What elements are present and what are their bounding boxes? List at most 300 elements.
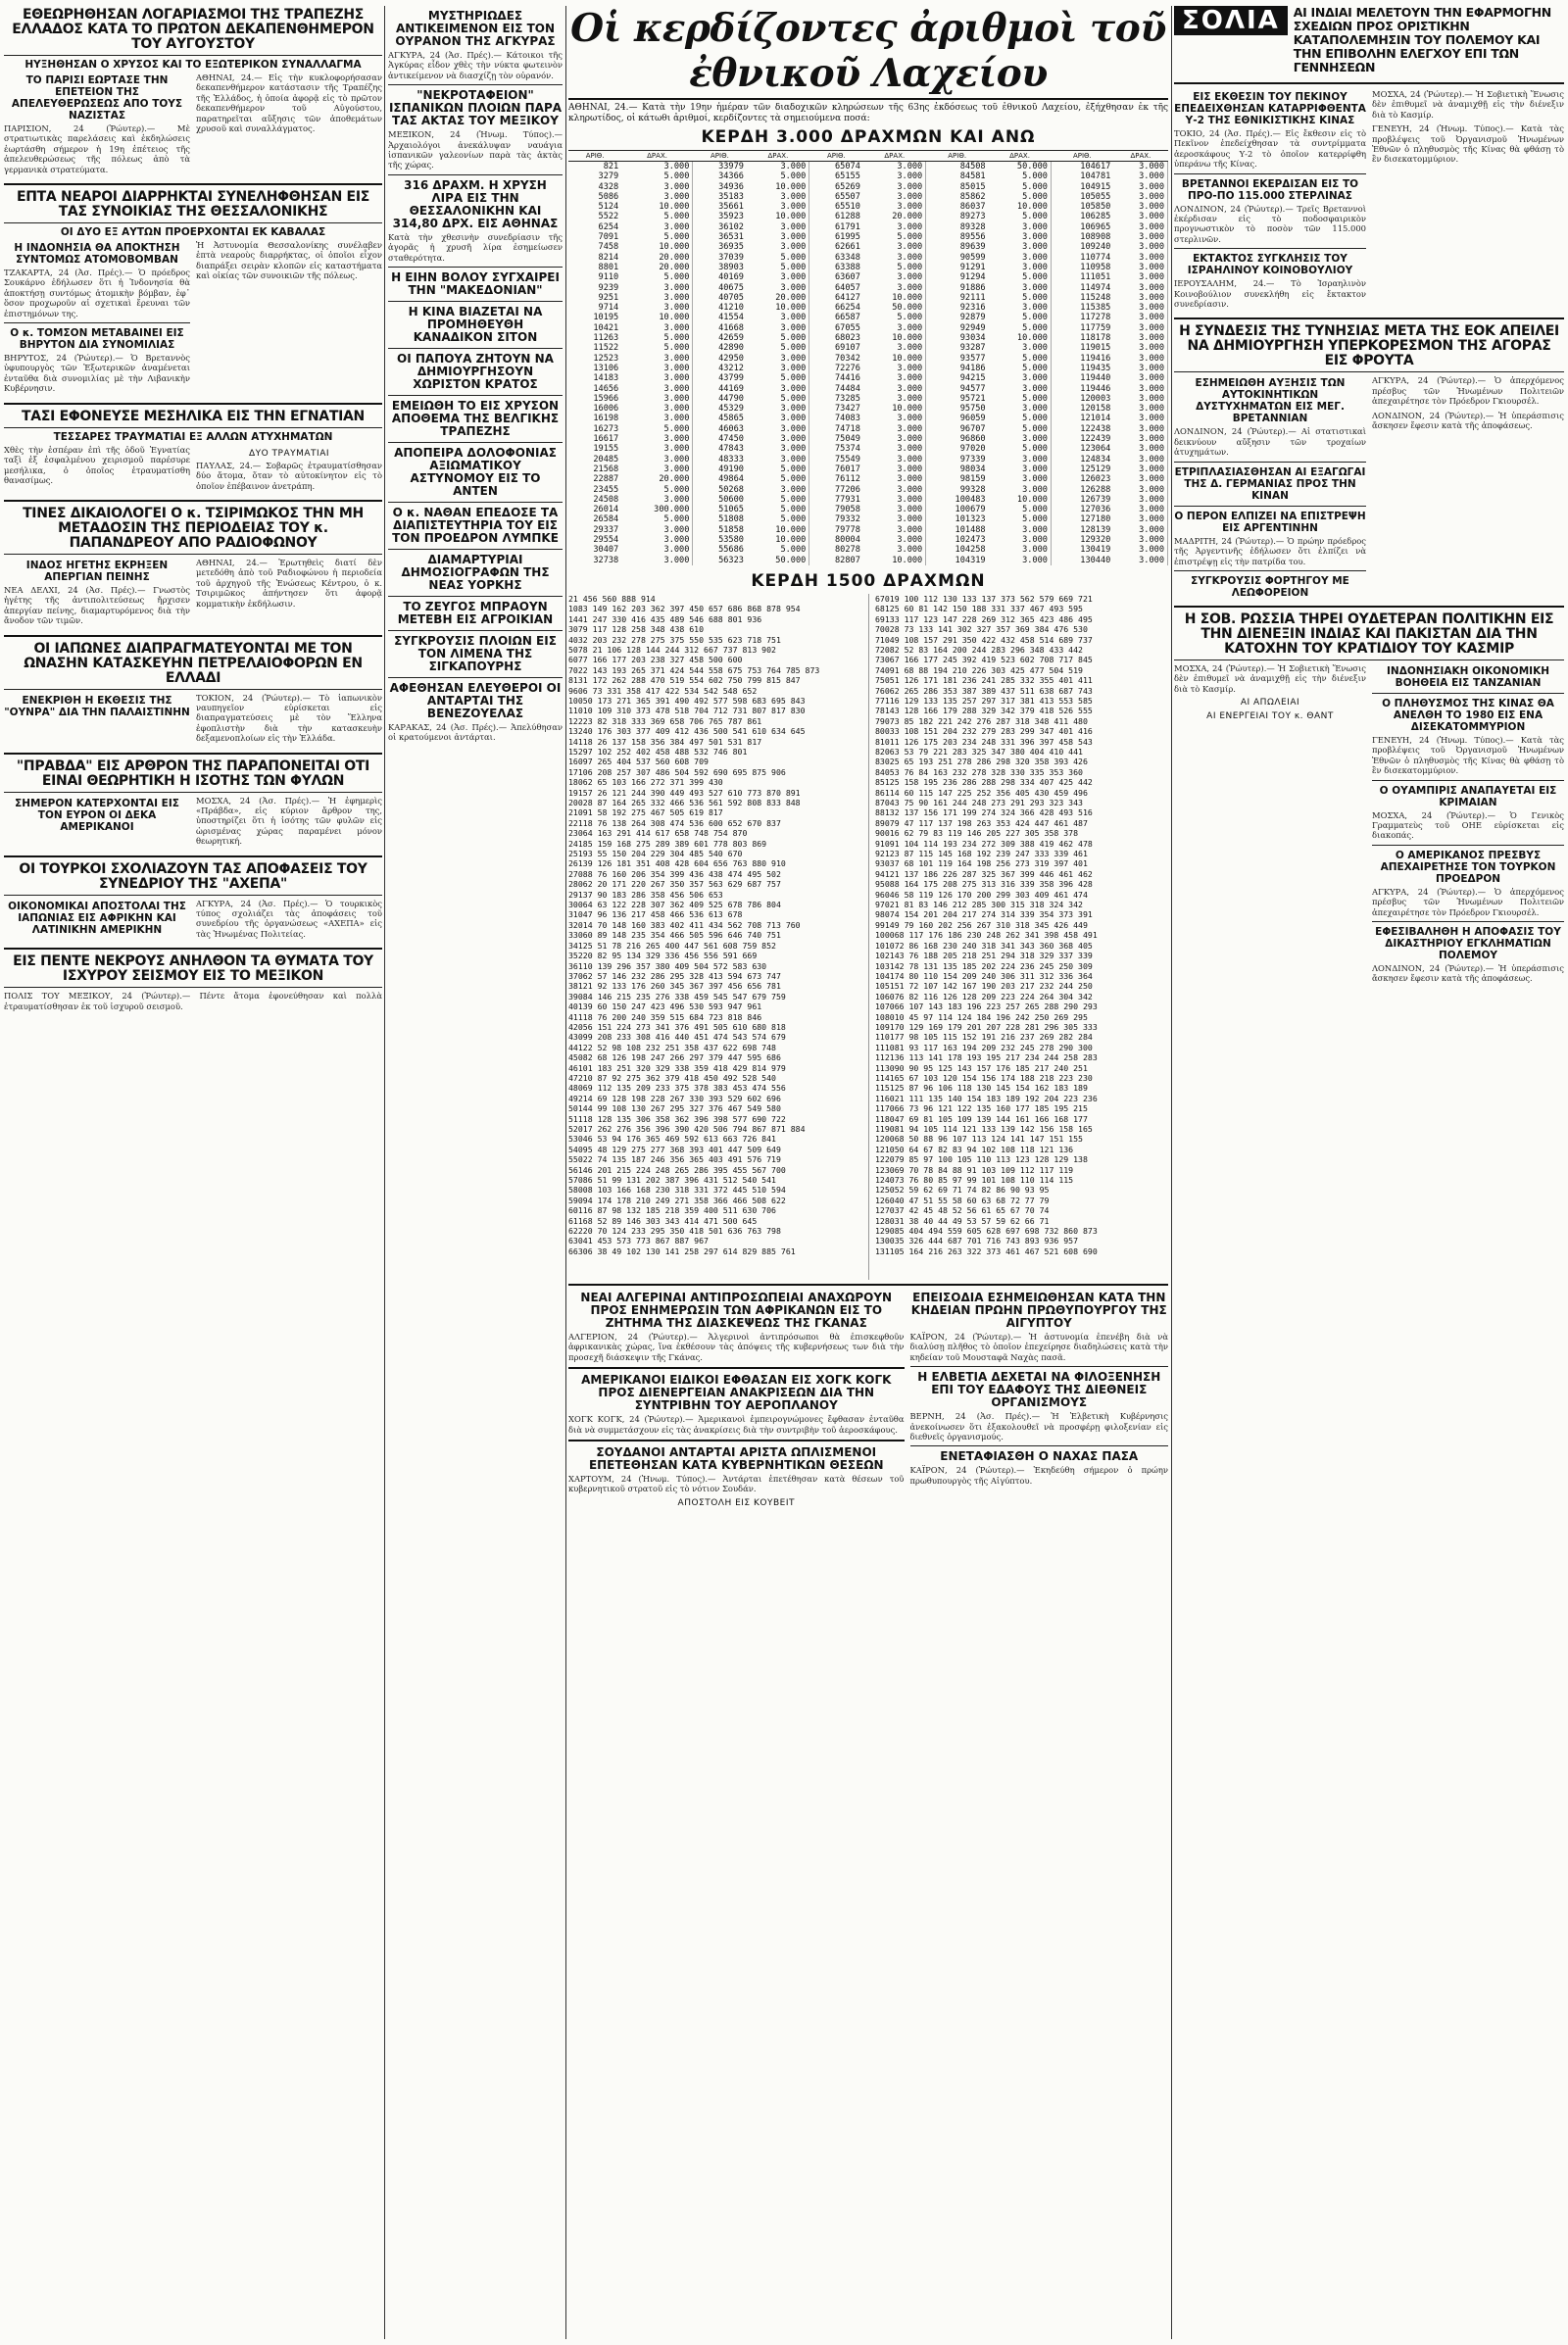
lottery-masthead: Οἱ κερδίζοντες ἀριθμοὶ τοῦ ἐθνικοῦ Λαχείου: [568, 6, 1168, 100]
prize-heading-3000: ΚΕΡΔΗ 3.000 ΔΡΑΧΜΩΝ ΚΑΙ ΑΝΩ: [701, 127, 1036, 147]
ticket-number: 64057: [835, 282, 860, 293]
ticket-number: 92949: [959, 322, 986, 333]
prize-amount: 3.000: [621, 293, 693, 303]
ticket-number: 22887: [593, 474, 619, 485]
ticket-number: 104781: [1080, 171, 1111, 182]
article-text: ΜΟΣΧΑ, 24 (Ῥώυτερ).— Ἡ Σοβιετικὴ Ἕνωσις δὲν ἐπιθυμεῖ νὰ ἀναμιχθῇ εἰς τὴν διένεξιν διὰ τὸ Κασμίρ.: [1174, 662, 1366, 694]
table-row: [568, 464, 1168, 474]
ticket-number: 99328: [959, 484, 986, 495]
table-row: [568, 444, 1168, 454]
table-row: [568, 232, 1168, 242]
ticket-number: 123064: [1080, 444, 1111, 455]
prize-amount: 3.000: [989, 384, 1052, 394]
ticket-number: 16273: [593, 423, 619, 434]
ticket-number: 40169: [718, 272, 744, 283]
ticket-number: 114974: [1080, 282, 1111, 293]
prize-amount: 10.000: [747, 182, 809, 192]
prize-amount: 3.000: [1113, 424, 1167, 434]
prize-amount: 3.000: [1113, 495, 1167, 505]
headline-tanzania: ΙΝΔΟΝΗΣΙΑΚΗ ΟΙΚΟΝΟΜΙΚΗ ΒΟΗΘΕΙΑ ΕΙΣ ΤΑΝΖΑΝΙΑΝ: [1387, 664, 1549, 689]
prize-amount: 3.000: [989, 232, 1052, 242]
ticket-number: 36531: [718, 232, 744, 243]
ticket-number: 118178: [1080, 333, 1111, 344]
prize-amount: 3.000: [989, 535, 1052, 545]
prize-amount: 3.000: [747, 192, 809, 202]
prize-amount: 5.000: [989, 354, 1052, 364]
prize-amount: 10.000: [989, 202, 1052, 212]
ticket-number: 119446: [1080, 383, 1111, 394]
prize-amount: 3.000: [1113, 404, 1167, 414]
ticket-number: 45865: [718, 414, 744, 424]
ticket-number: 61791: [835, 221, 860, 232]
ticket-number: 29337: [593, 524, 619, 535]
ticket-number: 12523: [593, 353, 619, 364]
table-row: [568, 485, 1168, 495]
prize-amount: 5.000: [989, 514, 1052, 524]
ticket-number: 5124: [598, 202, 619, 213]
table-row: [568, 303, 1168, 313]
prize-amount: 3.000: [621, 364, 693, 373]
ticket-number: 101323: [955, 514, 986, 525]
ticket-number: 89639: [959, 242, 986, 253]
ticket-number: 129320: [1080, 534, 1111, 545]
subheadline-injured: ΤΕΣΣΑΡΕΣ ΤΡΑΥΜΑΤΙΑΙ ΕΞ ΑΛΛΩΝ ΑΤΥΧΗΜΑΤΩΝ: [53, 430, 333, 443]
prize-amount: 3.000: [1113, 514, 1167, 524]
prize-amount: 10.000: [621, 242, 693, 252]
headline-china-wheat: Η ΚΙΝΑ ΒΙΑΖΕΤΑΙ ΝΑ ΠΡΟΜΗΘΕΥΘΗ ΚΑΝΑΔΙΚΟΝ ΣΙΤΟΝ: [408, 305, 543, 345]
prize-amount: 3.000: [747, 444, 809, 454]
ticket-number: 115385: [1080, 303, 1111, 314]
article-text: ΑΓΚΥΡΑ, 24 (Ῥώυτερ).— Ὁ ἀπερχόμενος πρέσβυς τῶν Ἡνωμένων Πολιτειῶν ἀπεχαιρέτησε τὸν Πρόεδρον Γκιουρσέλ.: [1372, 375, 1564, 407]
prize-amount: 3.000: [621, 495, 693, 505]
ticket-number: 128139: [1080, 524, 1111, 535]
ticket-number: 77931: [835, 494, 860, 505]
headline-india-birth-control: ΑΙ ΙΝΔΙΑΙ ΜΕΛΕΤΟΥΝ ΤΗΝ ΕΦΑΡΜΟΓΗΝ ΣΧΕΔΙΩΝ ΠΡΟΣ ΟΡΙΣΤΙΚΗΝ ΚΑΤΑΠΟΛΕΜΗΣΙΝ ΤΟΥ ΠΟΛΕΜΟΥ ΚΑΙ ΤΗΝ ΕΠΙΒΟΛΗΝ ΕΛΕΓΧΟΥ ΕΠΙ ΤΩΝ ΓΕΝΝΗΣΕΩΝ: [1293, 6, 1551, 74]
prize-amount: 3.000: [863, 343, 926, 353]
table-row: [568, 212, 1168, 221]
prize-amount: 3.000: [863, 474, 926, 484]
prize-amount: 3.000: [1113, 293, 1167, 303]
headline-peron: Ο ΠΕΡΟΝ ΕΛΠΙΖΕΙ ΝΑ ΕΠΙΣΤΡΕΨΗ ΕΙΣ ΑΡΓΕΝΤΙΝΗΝ: [1174, 510, 1366, 534]
prize-amount: 3.000: [747, 485, 809, 495]
headline-singapore: ΣΥΓΚΡΟΥΣΙΣ ΠΛΟΙΩΝ ΕΙΣ ΤΟΝ ΛΙΜΕΝΑ ΤΗΣ ΣΙΓΚΑΠΟΥΡΗΣ: [394, 634, 557, 674]
ticket-number: 36935: [718, 242, 744, 253]
article-text: ΜΟΣΧΑ, 24 (Ῥώυτερ).— Ὁ Γενικὸς Γραμματεὺς τοῦ ΟΗΕ εὑρίσκεται εἰς διακοπάς.: [1372, 809, 1564, 841]
prize-amount: 3.000: [747, 364, 809, 373]
ticket-number: 68023: [835, 333, 860, 344]
prize-amount: 3.000: [989, 545, 1052, 555]
prize-amount: 3.000: [863, 455, 926, 464]
ticket-number: 106285: [1080, 212, 1111, 222]
prize-amount: 5.000: [989, 212, 1052, 221]
prize-amount: 5.000: [621, 343, 693, 353]
prize-amount: 3.000: [1113, 354, 1167, 364]
headline-thomson: Ο κ. ΤΟΜΣΟΝ ΜΕΤΑΒΑΙΝΕΙ ΕΙΣ ΒΗΡΥΤΟΝ ΔΙΑ ΣΥΝΟΜΙΛΙΑΣ: [10, 327, 184, 352]
prize-amount: 5.000: [747, 495, 809, 505]
prize-amount: 3.000: [1113, 343, 1167, 353]
prize-amount: 5.000: [989, 171, 1052, 181]
ticket-number: 75374: [835, 444, 860, 455]
prize-amount: 3.000: [1113, 384, 1167, 394]
prize-amount: 5.000: [989, 444, 1052, 454]
ticket-number: 105055: [1080, 191, 1111, 202]
ticket-number: 90599: [959, 252, 986, 263]
prize-amount: 3.000: [863, 444, 926, 454]
table-row: [568, 313, 1168, 322]
ticket-number: 79778: [835, 524, 860, 535]
prize-amount: 3.000: [863, 202, 926, 212]
table-row: [568, 354, 1168, 364]
prize-amount: 5.000: [747, 464, 809, 474]
ticket-number: 41210: [718, 303, 744, 314]
article-text: ΜΑΔΡΙΤΗ, 24 (Ῥώυτερ).— Ὁ πρώην πρόεδρος τῆς Ἀργεντινῆς ἐδήλωσεν ὅτι ἐλπίζει νὰ ἐπιστρέψῃ εἰς τὴν πατρίδα του.: [1174, 535, 1366, 566]
headline-bank-of-greece: ΕΘΕΩΡΗΘΗΣΑΝ ΛΟΓΑΡΙΑΣΜΟΙ ΤΗΣ ΤΡΑΠΕΖΗΣ ΕΛΛΑΔΟΣ ΚΑΤΑ ΤΟ ΠΡΩΤΟΝ ΔΕΚΑΠΕΝΘΗΜΕΡΟΝ ΤΟΥ ΑΥΓΟΥΣΤΟΥ: [4, 8, 382, 56]
article-text: ΓΕΝΕΥΗ, 24 (Ἡνωμ. Τύπος).— Κατὰ τὰς προβλέψεις τοῦ Ὀργανισμοῦ Ἡνωμένων Ἐθνῶν ὁ πληθυσμὸς τῆς Κίνας θὰ φθάσῃ τὸ ἓν δισεκατομμύριον.: [1372, 734, 1564, 776]
headline-ship-graveyard: "ΝΕΚΡΟΤΑΦΕΙΟΝ" ΙΣΠΑΝΙΚΩΝ ΠΛΟΙΩΝ ΠΑΡΑ ΤΑΣ ΑΚΤΑΣ ΤΟΥ ΜΕΞΙΚΟΥ: [388, 88, 563, 128]
prize-amount: 5.000: [989, 182, 1052, 192]
prize-heading-1500: ΚΕΡΔΗ 1500 ΔΡΑΧΜΩΝ: [751, 570, 986, 591]
prize-amount: 5.000: [863, 313, 926, 322]
ticket-number: 104319: [955, 555, 986, 565]
ticket-number: 105850: [1080, 202, 1111, 213]
prize-amount: 3.000: [747, 242, 809, 252]
prize-amount: 3.000: [1113, 242, 1167, 252]
table-row: [568, 263, 1168, 272]
ticket-number: 80278: [835, 545, 860, 556]
prize-amount: 3.000: [747, 283, 809, 293]
ticket-number: 82807: [835, 555, 860, 565]
ticket-number: 127036: [1080, 505, 1111, 515]
ticket-number: 34936: [718, 181, 744, 192]
table-row: [568, 222, 1168, 232]
prize-amount: 3.000: [989, 242, 1052, 252]
ticket-number: 76017: [835, 464, 860, 474]
prize-amount: 3.000: [1113, 434, 1167, 444]
table-row: [568, 323, 1168, 333]
table-row: [568, 474, 1168, 484]
prize-amount: 3.000: [621, 323, 693, 333]
ticket-number: 74718: [835, 423, 860, 434]
prize-amount: 3.000: [989, 485, 1052, 495]
headline-algeria: ΝΕΑΙ ΑΛΓΕΡΙΝΑΙ ΑΝΤΙΠΡΟΣΩΠΕΙΑΙ ΑΝΑΧΩΡΟΥΝ ΠΡΟΣ ΕΝΗΜΕΡΩΣΙΝ ΤΩΝ ΑΦΡΙΚΑΝΩΝ ΕΙΣ ΤΟ ΖΗΤΗΜΑ ΤΗΣ ΔΙΑΣΚΕΨΕΩΣ ΤΗΣ ΓΚΑΝΑΣ: [580, 1290, 893, 1330]
headline-volos: Η ΕΙΗΝ ΒΟΛΟΥ ΣΥΓΧΑΙΡΕΙ ΤΗΝ "ΜΑΚΕΔΟΝΙΑΝ": [391, 270, 560, 298]
ticket-number: 9251: [598, 292, 619, 303]
ticket-number: 65074: [835, 162, 860, 171]
article-text: ΚΑΪΡΟΝ, 24 (Ῥώυτερ).— Ἐκηδεύθη σήμερον ὁ πρώην πρωθυπουργὸς τῆς Αἰγύπτου.: [909, 1465, 1168, 1486]
headline-indian-leader: ΙΝΔΟΣ ΗΓΕΤΗΣ ΕΚΡΗΞΕΝ ΑΠΕΡΓΙΑΝ ΠΕΙΝΗΣ: [25, 559, 169, 583]
table-row: [568, 394, 1168, 404]
table-row: [568, 505, 1168, 514]
ticket-number: 41554: [718, 313, 744, 323]
column-header-amount: ΔΡΑΧ.: [989, 151, 1052, 162]
prize-amount: 3.000: [863, 545, 926, 555]
prize-amount: 3.000: [989, 464, 1052, 474]
ticket-number: 55686: [718, 545, 744, 556]
prize-amount: 5.000: [989, 505, 1052, 514]
prize-amount: 3.000: [989, 434, 1052, 444]
ticket-number: 126739: [1080, 494, 1111, 505]
ticket-number: 80004: [835, 534, 860, 545]
prize-amount: 50.000: [863, 303, 926, 313]
ticket-number: 89556: [959, 232, 986, 243]
prize-amount: 20.000: [621, 474, 693, 484]
ticket-number: 26014: [593, 505, 619, 515]
prize-amount: 3.000: [621, 414, 693, 423]
ticket-number: 109240: [1080, 242, 1111, 253]
ticket-number: 42890: [718, 343, 744, 354]
prize-amount: 3.000: [989, 556, 1052, 565]
prize-amount: 3.000: [747, 222, 809, 232]
headline-egypt-funeral: ΕΠΕΙΣΟΔΙΑ ΕΣΗΜΕΙΩΘΗΣΑΝ ΚΑΤΑ ΤΗΝ ΚΗΔΕΙΑΝ ΠΡΩΗΝ ΠΡΩΘΥΠΟΥΡΓΟΥ ΤΗΣ ΑΙΓΥΠΤΟΥ: [910, 1290, 1167, 1330]
prize-amount: 3.000: [1113, 323, 1167, 333]
article-text: ΙΕΡΟΥΣΑΛΗΜ, 24.— Τὸ Ἰσραηλινὸν Κοινοβούλιον συνεκλήθη εἰς ἔκτακτον συνεδρίασιν.: [1174, 278, 1366, 310]
headline-ny-journalists: ΔΙΑΜΑΡΤΥΡΙΑΙ ΔΗΜΟΣΙΟΓΡΑΦΩΝ ΤΗΣ ΝΕΑΣ ΥΟΡΚΗΣ: [401, 553, 550, 593]
ticket-number: 26584: [593, 514, 619, 525]
headline-pravda: "ΠΡΑΒΔΑ" ΕΙΣ ΑΡΘΡΟΝ ΤΗΣ ΠΑΡΑΠΟΝΕΙΤΑΙ ΟΤΙ ΕΙΝΑΙ ΘΕΩΡΗΤΙΚΗ Η ΙΣΟΤΗΣ ΤΩΝ ΦΥΛΩΝ: [4, 759, 382, 793]
ticket-number: 119015: [1080, 343, 1111, 354]
prize-amount: 3.000: [1113, 364, 1167, 373]
prize-amount: 3.000: [621, 394, 693, 404]
ticket-number: 35183: [718, 191, 744, 202]
ticket-number: 66587: [835, 313, 860, 323]
prize-amount: 3.000: [621, 404, 693, 414]
prize-amount: 3.000: [621, 444, 693, 454]
article-text: ΓΕΝΕΥΗ, 24 (Ἡνωμ. Τύπος).— Κατὰ τὰς προβλέψεις τοῦ Ὀργανισμοῦ Ἡνωμένων Ἐθνῶν ὁ πληθυσμὸς τῆς Κίνας θὰ φθάσῃ τὸ ἓν δισεκατομμύριον.: [1372, 123, 1564, 165]
headline-us-ambassador: Ο ΑΜΕΡΙΚΑΝΟΣ ΠΡΕΣΒΥΣ ΑΠΕΧΑΙΡΕΤΗΣΕ ΤΟΝ ΤΟΥΡΚΟΝ ΠΡΟΕΔΡΟΝ: [1380, 849, 1556, 885]
ticket-number: 76112: [835, 474, 860, 485]
prize-amount: 3.000: [747, 272, 809, 282]
table-row: [568, 171, 1168, 181]
prize-amount: 5.000: [621, 212, 693, 221]
headline-pools: ΒΡΕΤΑΝΝΟΙ ΕΚΕΡΔΙΣΑΝ ΕΙΣ ΤΟ ΠΡΟ-ΠΟ 115.000 ΣΤΕΡΛΙΝΑΣ: [1181, 177, 1359, 202]
prize-amount: 3.000: [1113, 464, 1167, 474]
prize-amount: 3.000: [1113, 535, 1167, 545]
column-rule: [565, 6, 566, 2339]
ticket-number: 117759: [1080, 322, 1111, 333]
ticket-number: 13106: [593, 363, 619, 373]
ticket-number: 120158: [1080, 404, 1111, 415]
ticket-number: 16198: [593, 414, 619, 424]
headline-hong-kong: ΑΜΕΡΙΚΑΝΟΙ ΕΙΔΙΚΟΙ ΕΦΘΑΣΑΝ ΕΙΣ ΧΟΓΚ ΚΟΓΚ ΠΡΟΣ ΔΙΕΝΕΡΓΕΙΑΝ ΑΝΑΚΡΙΣΕΩΝ ΔΙΑ ΤΗΝ ΣΥΝΤΡΙΒΗΝ ΤΟΥ ΑΕΡΟΠΛΑΝΟΥ: [581, 1373, 892, 1413]
headline-indonesia: Η ΙΝΔΟΝΗΣΙΑ ΘΑ ΑΠΟΚΤΗΣΗ ΣΥΝΤΟΜΩΣ ΑΤΟΜΟΒΟΜΒΑΝ: [14, 242, 180, 267]
ticket-number: 65269: [835, 181, 860, 192]
prize-amount: 5.000: [747, 394, 809, 404]
prize-amount: 10.000: [747, 212, 809, 221]
section-label: ΑΠΟΣΤΟΛΗ ΕΙΣ ΚΟΥΒΕΙΤ: [677, 1497, 795, 1508]
column-header-number: ΑΡΙΘ.: [809, 151, 863, 162]
ticket-number: 34366: [718, 171, 744, 182]
ticket-number: 36102: [718, 221, 744, 232]
ticket-number: 74484: [835, 383, 860, 394]
prize-amount: 3.000: [863, 283, 926, 293]
prize-amount: 3.000: [621, 455, 693, 464]
ticket-number: 19155: [593, 444, 619, 455]
prize-amount: 3.000: [621, 525, 693, 535]
ticket-number: 91886: [959, 282, 986, 293]
ticket-number: 121014: [1080, 414, 1111, 424]
ticket-number: 110958: [1080, 262, 1111, 272]
prize-amount: 3.000: [863, 485, 926, 495]
ticket-number: 16617: [593, 434, 619, 445]
ticket-number: 44169: [718, 383, 744, 394]
ticket-number: 23455: [593, 484, 619, 495]
article-text: ΛΟΝΔΙΝΟΝ, 24 (Ῥώυτερ).— Αἱ στατιστικαὶ δεικνύουν αὔξησιν τῶν τροχαίων ἀτυχημάτων.: [1174, 426, 1366, 458]
lottery-table-3000: [568, 150, 1168, 565]
ticket-number: 40675: [718, 282, 744, 293]
ticket-number: 93034: [959, 333, 986, 344]
prize-amount: 5.000: [621, 272, 693, 282]
ticket-number: 66254: [835, 303, 860, 314]
ticket-number: 96860: [959, 434, 986, 445]
ticket-number: 127180: [1080, 514, 1111, 525]
prize-amount: 5.000: [621, 333, 693, 343]
ticket-number: 94186: [959, 363, 986, 373]
ticket-number: 74416: [835, 373, 860, 384]
prize-amount: 3.000: [863, 272, 926, 282]
ticket-number: 124834: [1080, 454, 1111, 464]
article-text: Κατὰ τὴν χθεσινὴν συνεδρίασιν τῆς ἀγορᾶς ἡ χρυσῆ λίρα ἐσημείωσεν σταθερότητα.: [388, 231, 563, 263]
ticket-number: 110774: [1080, 252, 1111, 263]
ticket-number: 44790: [718, 393, 744, 404]
article-text: ΧΑΡΤΟΥΜ, 24 (Ἡνωμ. Τύπος).— Ἀντάρται ἐπετέθησαν κατὰ θέσεων τοῦ κυβερνητικοῦ στρατοῦ εἰς τὸ νότιον Σουδάν.: [568, 1473, 905, 1494]
table-row: [568, 514, 1168, 524]
headline-gold-pound: 316 ΔΡΑΧΜ. Η ΧΡΥΣΗ ΛΙΡΑ ΕΙΣ ΤΗΝ ΘΕΣΣΑΛΟΝΙΚΗΝ ΚΑΙ 314,80 ΔΡΧ. ΕΙΣ ΑΘΗΝΑΣ: [392, 177, 559, 230]
prize-amount: 3.000: [863, 514, 926, 524]
ticket-number: 115248: [1080, 292, 1111, 303]
ticket-number: 120003: [1080, 393, 1111, 404]
ticket-number: 8214: [598, 252, 619, 263]
ticket-number: 9714: [598, 303, 619, 314]
column-rule: [384, 6, 385, 2339]
prize-amount: 3.000: [1113, 545, 1167, 555]
headline-knesset: ΕΚΤΑΚΤΟΣ ΣΥΓΚΛΗΣΙΣ ΤΟΥ ΙΣΡΑΗΛΙΝΟΥ ΚΟΙΝΟΒΟΥΛΙΟΥ: [1187, 253, 1353, 277]
prize-amount: 3.000: [989, 222, 1052, 232]
prize-amount: 20.000: [621, 253, 693, 263]
ticket-number: 97339: [959, 454, 986, 464]
ticket-number: 9110: [598, 272, 619, 283]
headline-ten-americans: ΣΗΜΕΡΟΝ ΚΑΤΕΡΧΟΝΤΑΙ ΕΙΣ ΤΟΝ ΕΥΡΟΝ ΟΙ ΔΕΚΑ ΑΜΕΡΙΚΑΝΟΙ: [15, 797, 179, 833]
ticket-number: 50600: [718, 494, 744, 505]
ticket-number: 84508: [959, 162, 986, 171]
headline-german-exports: ΕΤΡΙΠΛΑΣΙΑΣΘΗΣΑΝ ΑΙ ΕΞΑΓΩΓΑΙ ΤΗΣ Δ. ΓΕΡΜΑΝΙΑΣ ΠΡΟΣ ΤΗΝ ΚΙΝΑΝ: [1174, 465, 1366, 502]
ticket-number: 102473: [955, 534, 986, 545]
ticket-number: 130419: [1080, 545, 1111, 556]
ticket-number: 64127: [835, 292, 860, 303]
ticket-number: 49190: [718, 464, 744, 474]
ticket-number: 97020: [959, 444, 986, 455]
prize-amount: 3.000: [1113, 525, 1167, 535]
prize-amount: 3.000: [863, 525, 926, 535]
table-row: [568, 283, 1168, 293]
article-text: ΚΑΪΡΟΝ, 24 (Ῥώυτερ).— Ἡ ἀστυνομία ἐπενέβη διὰ νὰ διαλύσῃ πλῆθος τὸ ὁποῖον ἐπεχείρησε διαδηλώσεις κατὰ τὴν κηδείαν τοῦ Μουσταφᾶ Ναχὰς πασᾶ.: [909, 1331, 1168, 1362]
article-text: ΤΖΑΚΑΡΤΑ, 24 (Ἀσ. Πρές).— Ὁ πρόεδρος Σουκάρνο ἐδήλωσεν ὅτι ἡ Ἰνδονησία θὰ ἀποκτήσῃ συντόμως ἀτομικὴν βόμβαν, ἐφ᾽ ὅσον προχωροῦν αἱ σχετικαὶ ἔρευναι τῶν ἐπιστημόνων της.: [4, 268, 190, 318]
section-logo: ΣΟΛΙΑ: [1174, 6, 1288, 35]
ticket-number: 37039: [718, 252, 744, 263]
article-text: ΛΟΝΔΙΝΟΝ, 24 (Ῥώυτερ).— Τρεῖς Βρεταννοὶ ἐκέρδισαν εἰς τὸ ποδοσφαιρικὸν προγνωστικὸν τὸ ποσὸν τῶν 115.000 στερλινῶν.: [1174, 203, 1366, 244]
prize-amount: 3.000: [1113, 171, 1167, 181]
prize-amount: 10.000: [863, 556, 926, 565]
prize-amount: 3.000: [863, 253, 926, 263]
ticket-number: 119435: [1080, 363, 1111, 373]
prize-amount: 3.000: [747, 323, 809, 333]
prize-amount: 20.000: [747, 293, 809, 303]
table-row: [568, 373, 1168, 383]
headline-soviet-kashmir: Η ΣΟΒ. ΡΩΣΣΙΑ ΤΗΡΕΙ ΟΥΔΕΤΕΡΑΝ ΠΟΛΙΤΙΚΗΝ ΕΙΣ ΤΗΝ ΔΙΕΝΕΞΙΝ ΙΝΔΙΑΣ ΚΑΙ ΠΑΚΙΣΤΑΝ ΔΙΑ ΤΗΝ ΚΑΤΟΧΗΝ ΤΟΥ ΚΡΑΤΙΔΙΟΥ ΤΟΥ ΚΑΣΜΙΡ: [1174, 612, 1564, 660]
prize-amount: 3.000: [1113, 263, 1167, 272]
prize-amount: 3.000: [863, 373, 926, 383]
ticket-number: 10195: [593, 313, 619, 323]
column-header-amount: ΔΡΑΧ.: [1113, 151, 1167, 162]
ticket-number: 65155: [835, 171, 860, 182]
ticket-number: 74083: [835, 414, 860, 424]
ticket-number: 8801: [598, 262, 619, 272]
article-text: ΠΑΡΙΣΙΟΝ, 24 (Ῥώυτερ).— Μὲ στρατιωτικὰς παρελάσεις καὶ ἐκδηλώσεις ἐωρτάσθη σήμερον ἡ 19η ἐπέτειος τῆς ἀπελευθερώσεως τῆς πόλεως ἀπὸ τὰ γερμανικὰ στρατεύματα.: [4, 123, 190, 174]
ticket-number: 95721: [959, 393, 986, 404]
ticket-number: 20485: [593, 454, 619, 464]
ticket-number: 86037: [959, 202, 986, 213]
article-text: ΤΟΚΙΟΝ, 24 (Ῥώυτερ).— Τὸ ἰαπωνικὸν ναυπηγεῖον εὑρίσκεται εἰς διαπραγματεύσεις μὲ τὸν Ἕλληνα ἐφοπλιστὴν διὰ τὴν κατασκευὴν δεξαμενοπλοίων εἰς τὴν Ἑλλάδα.: [196, 692, 382, 744]
headline-mexico-quake: ΕΙΣ ΠΕΝΤΕ ΝΕΚΡΟΥΣ ΑΝΗΛΘΟΝ ΤΑ ΘΥΜΑΤΑ ΤΟΥ ΙΣΧΥΡΟΥ ΣΕΙΣΜΟΥ ΕΙΣ ΤΟ ΜΕΞΙΚΟΝ: [4, 954, 382, 988]
prize-amount: 3.000: [989, 525, 1052, 535]
headline-papua: ΟΙ ΠΑΠΟΥΑ ΖΗΤΟΥΝ ΝΑ ΔΗΜΙΟΥΡΓΗΣΟΥΝ ΧΩΡΙΣΤΟΝ ΚΡΑΤΟΣ: [397, 352, 554, 392]
prize-amount: 5.000: [989, 364, 1052, 373]
ticket-number: 100483: [955, 494, 986, 505]
prize-amount: 3.000: [863, 162, 926, 172]
ticket-number: 94215: [959, 373, 986, 384]
prize-amount: 3.000: [1113, 253, 1167, 263]
ticket-number: 91294: [959, 272, 986, 283]
prize-amount: 10.000: [621, 202, 693, 212]
ticket-number: 73285: [835, 393, 860, 404]
prize-amount: 3.000: [1113, 333, 1167, 343]
ticket-number: 4328: [598, 181, 619, 192]
article-text: ΒΗΡΥΤΟΣ, 24 (Ῥώυτερ).— Ὁ Βρεταννὸς ὑφυπουργὸς τῶν Ἐξωτερικῶν ἀναμένεται ἐνταῦθα διὰ συνομιλίας μὲ τὴν Λιβανικὴν Κυβέρνησιν.: [4, 353, 190, 394]
prize-amount: 3.000: [1113, 232, 1167, 242]
prize-amount: 3.000: [989, 303, 1052, 313]
prize-amount: 5.000: [989, 414, 1052, 423]
table-row: [568, 202, 1168, 212]
ticket-number: 42950: [718, 353, 744, 364]
ticket-number: 33979: [718, 162, 744, 171]
table-row: [568, 384, 1168, 394]
headline-truck-bus: ΣΥΓΚΡΟΥΣΙΣ ΦΟΡΤΗΓΟΥ ΜΕ ΛΕΩΦΟΡΕΙΟΝ: [1191, 574, 1349, 599]
ticket-number: 92879: [959, 313, 986, 323]
ticket-number: 100679: [955, 505, 986, 515]
ticket-number: 50268: [718, 484, 744, 495]
ticket-number: 51858: [718, 524, 744, 535]
ticket-number: 122438: [1080, 423, 1111, 434]
prize-amount: 5.000: [747, 505, 809, 514]
prize-amount: 5.000: [747, 171, 809, 181]
table-row: [568, 333, 1168, 343]
headline-sudan: ΣΟΥΔΑΝΟΙ ΑΝΤΑΡΤΑΙ ΑΡΙΣΤΑ ΩΠΛΙΣΜΕΝΟΙ ΕΠΕΤΕΘΗΣΑΝ ΚΑΤΑ ΚΥΒΕΡΝΗΤΙΚΩΝ ΘΕΣΕΩΝ: [588, 1444, 884, 1472]
prize-amount: 3.000: [621, 354, 693, 364]
ticket-number: 47450: [718, 434, 744, 445]
column-header-amount: ΔΡΑΧ.: [747, 151, 809, 162]
prize-amount: 3.000: [621, 192, 693, 202]
ticket-number: 48333: [718, 454, 744, 464]
ticket-number: 106965: [1080, 221, 1111, 232]
column-header-number: ΑΡΙΘ.: [1051, 151, 1113, 162]
prize-amount: 5.000: [989, 272, 1052, 282]
table-row: [568, 343, 1168, 353]
prize-amount: 3.000: [1113, 162, 1167, 172]
article-text: ΑΓΚΥΡΑ, 24 (Ἀσ. Πρές).— Κάτοικοι τῆς Ἀγκύρας εἶδον χθὲς τὴν νύκτα φωτεινὸν ἀντικείμενον νὰ διασχίζῃ τὸν οὐρανόν.: [388, 50, 563, 80]
prize-amount: 5.000: [989, 323, 1052, 333]
prize-amount: 50.000: [747, 556, 809, 565]
headline-ahepa: ΟΙ ΤΟΥΡΚΟΙ ΣΧΟΛΙΑΖΟΥΝ ΤΑΣ ΑΠΟΦΑΣΕΙΣ ΤΟΥ ΣΥΝΕΔΡΙΟΥ ΤΗΣ "ΑΧΕΠΑ": [4, 862, 382, 896]
lottery-numbers-1500: 21 456 560 888 914 1083 149 162 203 362 397 450 657 686 868 878 954 1441 247 330 416 435 489 546 688 801 936 3079 117 128 258 348 438 610 4032 203 232 278 275 375 550 535 623 718 751 5078 21 106 128 144 244 312 667 737 813 902 6077 166 177 203 238 327 458 500 600 7022 143 193 265 371 424 544 558 675 753 764 785 873 8131 172 262 288 470 519 554 602 750 799 815 847 9606 73 331 358 417 422 534 542 548 652 10050 173 271 365 391 490 492 577 598 683 695 843 11010 109 310 373 478 518 704 712 731 807 817 830 12223 82 318 333 369 658 706 765 787 861 13240 176 303 377 409 412 436 500 541 610 634 645 14118 26 137 158 356 384 497 501 531 817 15297 102 252 402 458 488 532 746 801 16097 265 404 537 560 608 709 17106 208 257 307 486 504 592 690 695 875 906 18062 65 103 166 272 371 399 430 19157 26 121 244 390 449 493 527 610 773 870 891 20028 87 164 265 332 466 536 561 592 808 833 848 21091 58 192 275 467 505 619 817 22118 76 138 264 308 474 536 600 652 670 837 23064 163 291 414 617 658 748 754 870 24185 159 168 275 289 389 601 778 803 869 25193 55 150 204 229 304 485 540 670 26139 126 181 351 408 428 604 656 763 880 910 27088 76 160 206 354 399 436 438 474 495 502 28062 20 171 220 267 350 357 563 629 687 757 29137 90 183 286 358 456 506 653 30064 63 122 228 307 362 409 525 678 786 804 31047 96 136 217 458 466 536 613 678 32014 70 148 160 383 402 411 434 562 708 713 760 33060 89 148 235 354 466 505 596 646 740 751 34125 51 78 216 265 400 447 561 608 759 852 35220 82 95 134 329 336 456 556 591 669 36110 139 296 357 380 409 504 572 583 630 37062 57 146 232 286 295 328 413 594 673 747 38121 92 133 176 260 345 367 397 456 656 781 39084 146 215 235 276 338 459 545 547 679 759 40139 60 150 247 423 496 530 593 947 961 41118 76 200 240 359 515 684 723 818 846 42056 151 224 273 341 376 491 505 610 680 818 43099 208 233 308 416 440 451 474 543 574 679 44122 52 98 108 232 251 358 437 622 698 748 45082 68 126 198 247 266 297 379 447 595 686 46101 183 251 320 329 338 359 418 429 814 979 47210 87 92 275 362 379 418 450 492 528 540 48069 112 135 209 233 375 378 383 453 474 556 49214 69 128 198 228 267 330 393 529 602 696 50144 99 108 130 267 295 327 376 467 549 580 51118 128 135 306 358 362 396 398 577 690 722 52017 262 276 356 396 390 420 506 794 867 871 884 53046 53 94 176 365 469 592 613 663 726 841 54095 48 129 275 277 368 393 401 447 509 649 55022 74 135 187 246 356 365 403 491 576 719 56146 201 215 224 248 265 286 395 455 567 700 57086 51 99 131 202 387 396 431 512 540 541 58008 103 166 168 230 318 331 372 445 510 594 59094 174 178 210 249 271 358 366 466 508 622 60116 87 98 132 185 218 359 400 511 630 706 61168 52 89 146 303 343 414 471 500 645 62220 70 124 233 295 350 418 501 636 763 798 63041 453 573 773 867 887 967 66306 38 49 102 130 141 258 297 614 829 885 761 67019 100 112 130 133 137 373 562 579 669 721 68125 60 81 142 150 188 331 337 467 493 595 69133 117 123 147 228 269 312 365 423 486 495 70028 73 133 141 302 327 357 369 384 476 530 71049 108 157 291 350 422 432 458 514 689 737 72082 52 83 164 200 244 283 296 348 433 442 73067 166 177 245 392 419 523 602 708 717 845 74091 68 88 194 210 226 303 425 477 504 519 75051 126 171 181 236 241 285 332 355 401 411 76062 265 286 353 387 389 437 511 638 687 743 77116 129 133 135 257 297 317 381 413 553 585 78143 128 166 179 288 329 342 379 418 526 555 79073 85 182 221 242 276 287 318 348 411 480 80033 108 151 204 232 279 283 299 347 401 416 81011 126 175 203 234 248 331 396 397 458 543 82063 53 79 221 283 325 347 380 404 410 441 83025 65 193 251 278 286 298 320 358 393 426 84053 76 84 163 232 278 328 330 335 353 360 85125 158 195 236 286 288 298 334 407 425 442 86114 60 115 147 225 252 356 405 430 459 496 87043 75 90 161 244 248 273 291 293 323 343 88132 137 156 171 199 274 324 366 428 493 516 89079 47 117 137 198 263 353 424 447 461 487 90016 62 79 83 119 146 205 227 305 358 378 91091 104 114 193 234 272 309 388 419 462 478 92123 87 115 145 168 192 239 247 333 339 461 93037 68 101 119 164 198 256 273 319 397 401 94121 137 186 226 287 325 367 399 446 461 462 95088 164 175 208 275 313 316 339 358 396 428 96046 58 119 126 170 200 299 303 409 461 474 97021 81 83 146 212 285 300 315 318 324 342 98074 154 201 204 217 274 314 339 354 373 391 99149 79 160 202 256 267 310 318 345 426 449 100068 117 176 186 230 248 262 341 398 458 491 101072 86 168 230 240 318 341 343 360 368 405 102143 76 188 205 218 251 294 318 329 337 339 103142 78 131 135 185 202 224 236 245 250 309 104174 80 110 154 209 240 306 311 312 336 364 105151 72 107 142 167 190 203 217 232 244 250 106076 82 116 126 128 209 223 224 264 304 342 107066 107 143 183 196 223 257 265 288 290 293 108010 45 97 114 124 184 196 242 250 269 295 109170 129 169 179 201 207 228 281 296 305 333 110177 98 105 115 152 191 216 237 269 282 284 111081 93 117 163 194 209 232 245 278 290 300 112136 113 141 178 193 195 217 234 244 258 283 113090 90 95 125 143 157 176 185 217 240 251 114165 67 103 120 154 156 174 188 218 223 230 115125 87 96 106 118 130 145 154 162 183 189 116021 111 135 140 154 183 189 192 204 223 236 117066 73 96 121 122 135 160 177 185 195 215 118047 69 81 105 109 139 144 161 166 168 177 119081 94 105 114 121 133 139 142 156 158 165 120068 50 88 96 107 113 124 141 147 151 155 121050 64 67 82 83 94 102 108 118 121 136 122079 85 97 100 105 110 113 123 128 129 138 123069 70 78 84 88 91 103 109 112 117 119 124073 76 80 85 97 99 101 108 110 114 115 125052 59 62 69 71 74 82 86 90 93 95 126040 47 51 55 58 60 63 68 72 77 79 127037 42 45 48 52 56 61 65 67 70 74 128031 38 40 44 49 53 57 59 62 66 71 129085 404 494 559 605 628 697 698 732 860 873 130035 326 444 687 701 716 743 893 936 957 131105 164 216 263 322 373 461 467 521 608 690: [568, 593, 1098, 1256]
